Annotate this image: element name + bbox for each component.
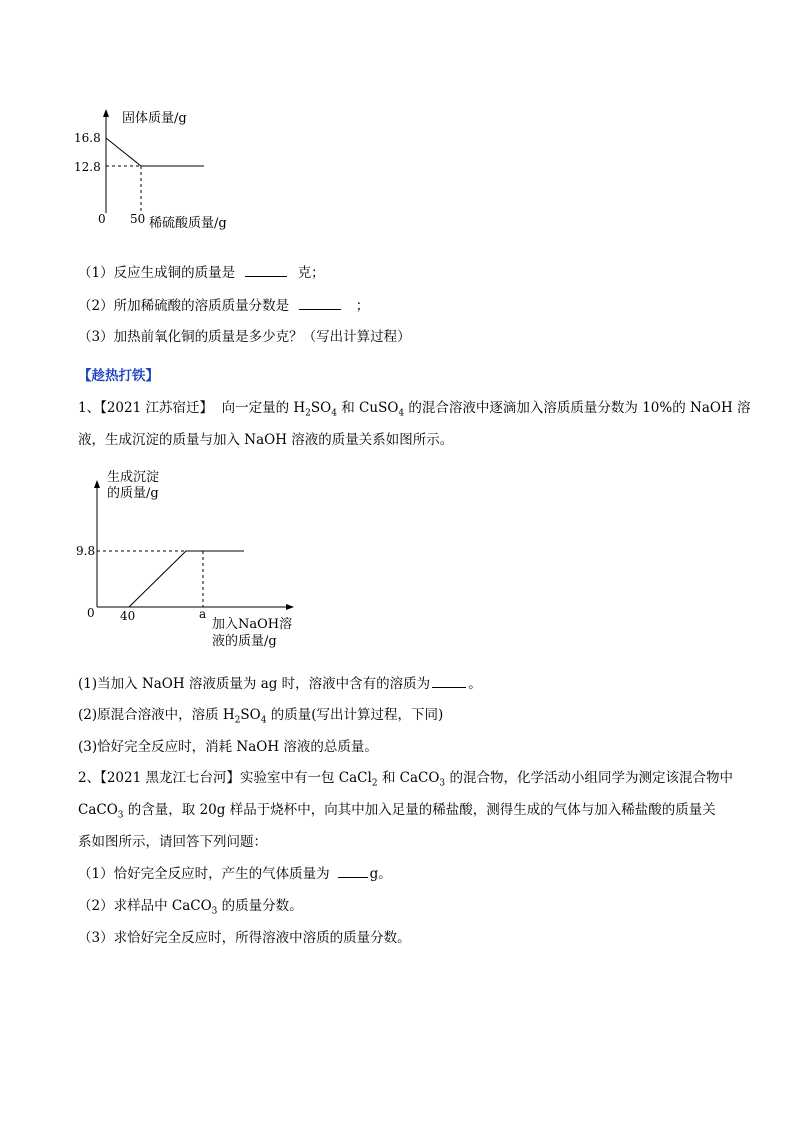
x-axis-label: 稀硫酸质量/g xyxy=(149,216,227,231)
y-tick-label: 9.8 xyxy=(76,544,96,558)
problem-2-q1: （1）恰好完全反应时，产生的气体质量为 g。 xyxy=(78,866,392,882)
y-tick-label: 12.8 xyxy=(74,160,101,174)
y-axis-label: 固体质量/g xyxy=(122,111,187,126)
problem-2-q3: （3）求恰好完全反应时，所得溶液中溶质的质量分数。 xyxy=(78,930,411,946)
y-axis-arrow-icon xyxy=(103,109,109,117)
q1-item-2: （2）所加稀硫酸的溶质质量分数是 ； xyxy=(78,298,370,314)
problem-2-line-3: 系如图所示，请回答下列问题： xyxy=(78,834,267,850)
x-axis-label: 加入NaOH溶 xyxy=(212,617,293,632)
series-line xyxy=(106,138,204,166)
q1-item-3: （3）加热前氧化铜的质量是多少克？（写出计算过程） xyxy=(78,329,411,345)
y-axis-label: 的质量/g xyxy=(107,486,159,501)
chart-solid-mass xyxy=(60,95,280,240)
answer-blank[interactable] xyxy=(299,297,341,310)
problem-1-line-2: 液，生成沉淀的质量与加入 NaOH 溶液的质量关系如图所示。 xyxy=(78,432,454,448)
answer-blank[interactable] xyxy=(432,675,466,688)
problem-2-q2: （2）求样品中 CaCO$_3$ 的质量分数。 xyxy=(78,898,303,917)
x-tick-label: 40 xyxy=(120,609,136,623)
x-tick-label: a xyxy=(199,607,207,621)
problem-2-line-1: 2、【2021 黑龙江七台河】实验室中有一包 CaCl$_2$ 和 CaCO$_3$ 的混合物，化学活动小组同学为测定该混合物中 xyxy=(78,770,733,789)
problem-1-q3: (3)恰好完全反应时，消耗 NaOH 溶液的总质量。 xyxy=(78,739,378,755)
x-axis-arrow-icon xyxy=(286,604,294,610)
series-line xyxy=(129,551,244,607)
y-axis-label: 生成沉淀 xyxy=(107,470,160,485)
answer-blank[interactable] xyxy=(338,865,368,878)
answer-blank[interactable] xyxy=(245,264,287,277)
problem-1-q2: (2)原混合溶液中，溶质 $H_2SO_4$ 的质量(写出计算过程，下同) xyxy=(78,707,444,726)
x-tick-label: 0 xyxy=(87,606,95,620)
x-tick-label: 0 xyxy=(98,212,106,226)
problem-1-q1: (1)当加入 NaOH 溶液质量为 ag 时，溶液中含有的溶质为 。 xyxy=(78,676,482,692)
problem-2-line-2: CaCO$_3$ 的含量，取 20g 样品于烧杯中，向其中加入足量的稀盐酸，测得生成的气体与加入稀盐酸的质量关 xyxy=(78,802,716,821)
y-axis-arrow-icon xyxy=(94,480,100,488)
x-axis-label: 液的质量/g xyxy=(212,634,277,649)
x-tick-label: 50 xyxy=(130,212,146,226)
q1-item-1: （1）反应生成铜的质量是 克； xyxy=(78,265,325,281)
y-tick-label: 16.8 xyxy=(74,131,101,145)
chart-precipitate-mass xyxy=(76,462,316,654)
section-heading: 【趁热打铁】 xyxy=(78,368,159,384)
problem-1-line-1: 1、【2021 江苏宿迁】 向一定量的 $H_2SO_4$ 和 CuSO$_4$ 的混合溶液中逐滴加入溶质质量分数为 10%的 NaOH 溶 xyxy=(78,400,751,419)
